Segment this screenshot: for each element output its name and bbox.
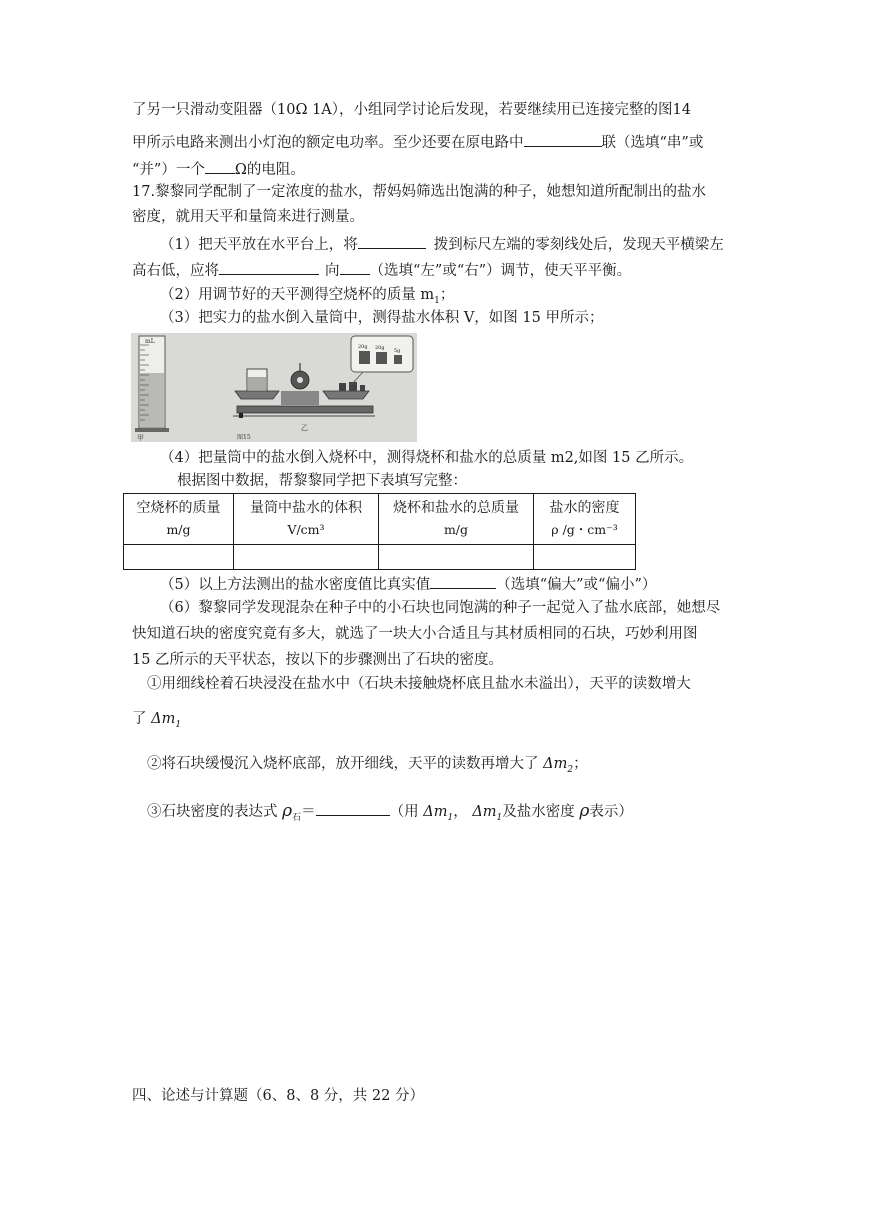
blank-resistance[interactable]	[205, 158, 235, 174]
procedure-step-3: ③石块密度的表达式 $\rho_石=$ （用 $\Delta m_1$， $\Delta m_1$及盐水密度 ρ表示）	[147, 801, 633, 823]
rho-salt-water-symbol: ρ	[579, 801, 590, 821]
text-line-1: 了另一只滑动变阻器（10Ω 1A），小组同学讨论后发现，若要继续用已连接完整的图14	[132, 102, 691, 118]
text-line-3: “并”）一个 Ω的电阻。	[132, 158, 305, 180]
delta-m1-ref-2: $\Delta m_1$	[472, 804, 503, 823]
header-empty-beaker-mass: 空烧杯的质量 m/g	[124, 494, 234, 545]
step-3: （3）把实力的盐水倒入量筒中，测得盐水体积 V，如图 15 甲所示；	[160, 310, 604, 326]
label-jia: 甲	[137, 434, 144, 442]
blank-direction[interactable]	[340, 259, 370, 275]
table-row	[124, 545, 636, 570]
delta-m2-symbol: $\Delta m_2$	[543, 756, 574, 775]
delta-m1-ref-1: $\Delta m_1$	[423, 804, 454, 823]
rho-stone-symbol: ρ	[282, 801, 293, 821]
header-salt-water-density: 盐水的密度 ρ /g・cm⁻³	[534, 494, 636, 545]
header-total-mass: 烧杯和盐水的总质量 m/g	[379, 494, 534, 545]
procedure-step-1: ①用细线栓着石块浸没在盐水中（石块未接触烧杯底且盐水未溢出），天平的读数增大	[147, 676, 691, 692]
step-5: （5）以上方法测出的盐水密度值比真实值 （选填“偏大”或“偏小”）	[160, 573, 656, 595]
table-header-row	[124, 494, 636, 545]
blank-adjust-part[interactable]	[219, 259, 319, 275]
step-6-line-2: 快知道石块的密度究竟有多大，就选了一块大小合适且与其材质相同的石块，巧妙利用图	[132, 626, 698, 642]
figure-15-illustration	[131, 333, 417, 442]
blank-density-expression[interactable]	[316, 800, 390, 816]
blank-bias[interactable]	[430, 573, 496, 589]
procedure-step-2: ②将石块缓慢沉入烧杯底部，放开细线，天平的读数再增大了 $\Delta m_2$；	[147, 756, 588, 775]
text-line-2: 甲所示电路来测出小灯泡的额定电功率。至少还要在原电路中 联（选填“串”或	[132, 131, 703, 153]
label-yi: 乙	[301, 424, 308, 432]
figure-15-caption: 图15	[237, 434, 251, 441]
blank-connection-type[interactable]	[524, 131, 602, 147]
cell-salt-water-volume[interactable]	[234, 545, 379, 570]
weight-1: 20g	[358, 344, 368, 350]
question-17-line-1: 17.黎黎同学配制了一定浓度的盐水，帮妈妈筛选出饱满的种子，她想知道所配制出的盐水	[132, 184, 707, 200]
blank-balance-part[interactable]	[358, 233, 426, 249]
header-salt-water-volume: 量筒中盐水的体积 V/cm³	[234, 494, 379, 545]
step-2: （2）用调节好的天平测得空烧杯的质量 $m_1$；	[160, 287, 455, 306]
step-6-line-1: （6）黎黎同学发现混杂在种子中的小石块也同饱满的种子一起觉入了盐水底部，她想尽	[160, 600, 721, 616]
cell-empty-beaker-mass[interactable]	[124, 545, 234, 570]
cell-salt-water-density[interactable]	[534, 545, 636, 570]
procedure-step-1-cont: 了 $\Delta m_1$	[132, 711, 182, 730]
delta-m1-symbol: $\Delta m_1$	[151, 711, 182, 730]
figure-15-photo	[131, 333, 417, 442]
section-4-heading: 四、论述与计算题（6、8、8 分，共 22 分）	[132, 1088, 424, 1104]
weight-3: 5g	[394, 348, 401, 354]
step-1-line-2: 高右低，应将 向 （选填“左”或“右”）调节，使天平平衡。	[132, 259, 631, 281]
step-4-instruction: 根据图中数据，帮黎黎同学把下表填写完整：	[177, 473, 467, 489]
question-17-line-2: 密度，就用天平和量筒来进行测量。	[132, 209, 364, 225]
step-1-line-1: （1）把天平放在水平台上，将 拨到标尺左端的零刻线处后，发现天平横梁左	[160, 233, 724, 255]
step-4: （4）把量筒中的盐水倒入烧杯中，测得烧杯和盐水的总质量 m2,如图 15 乙所示。	[160, 450, 694, 466]
cylinder-unit-label: mL	[145, 338, 155, 345]
data-table	[123, 493, 636, 570]
weight-2: 20g	[375, 345, 385, 351]
cell-total-mass[interactable]	[379, 545, 534, 570]
step-6-line-3: 15 乙所示的天平状态，按以下的步骤测出了石块的密度。	[132, 652, 504, 668]
